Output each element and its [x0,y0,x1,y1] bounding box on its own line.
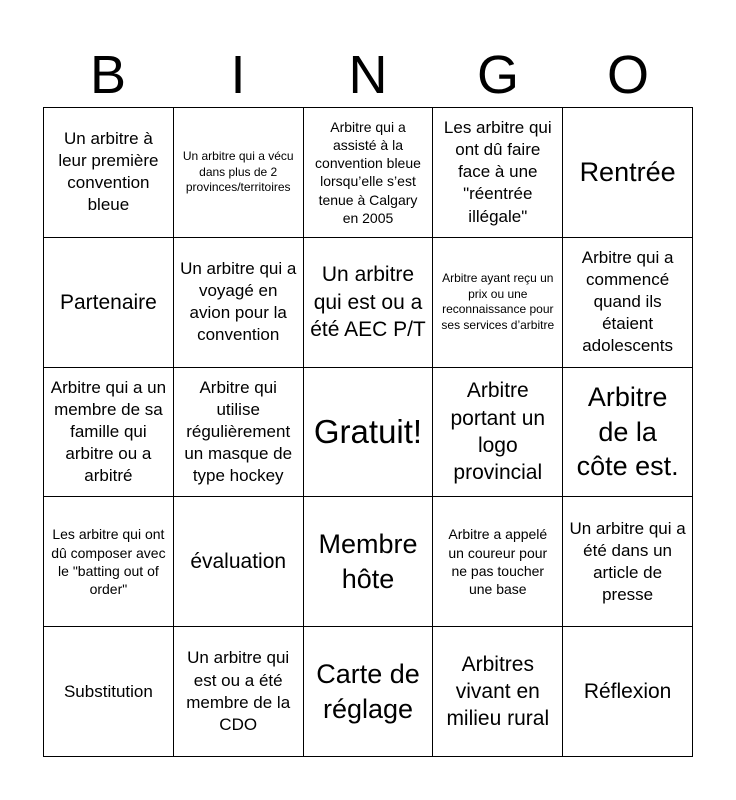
bingo-board [43,107,693,757]
bingo-cell-r4c3[interactable] [304,497,434,627]
cell-text: Arbitre ayant reçu un prix ou une reconnaissance pour ses services d’arbitre [441,271,555,332]
cell-text: Un arbitre qui est ou a été AEC P/T [310,263,426,341]
bingo-cell-r1c5[interactable] [563,108,693,238]
bingo-cell-r2c3[interactable] [304,238,434,368]
bingo-cell-r3c4[interactable] [433,368,563,498]
bingo-cell-r5c5[interactable] [563,627,693,757]
bingo-cell-r1c2[interactable] [174,108,304,238]
header-letter-b: B [89,45,127,105]
bingo-cell-r5c3[interactable] [304,627,434,757]
cell-text: Les arbitre qui ont dû composer avec le "batting out of order" [51,526,166,597]
bingo-cell-r3c5[interactable] [563,368,693,498]
cell-text: évaluation [190,550,287,574]
bingo-cell-r2c1[interactable] [44,238,174,368]
cell-text: Les arbitre qui ont dû faire face à une "réentrée illégale" [443,118,552,226]
header-letter-i: I [230,45,246,105]
bingo-cell-r2c4[interactable] [433,238,563,368]
cell-text: Gratuit! [313,413,423,451]
bingo-cell-r4c4[interactable] [433,497,563,627]
cell-text: Arbitres vivant en milieu rural [446,652,550,731]
bingo-cell-r5c1[interactable] [44,627,174,757]
bingo-cell-r4c5[interactable] [563,497,693,627]
header-letter-n: N [348,45,388,105]
bingo-cell-r1c3[interactable] [304,108,434,238]
cell-text: Arbitre qui a un membre de sa famille qui arbitre ou a arbitré [50,377,167,486]
bingo-cell-r5c4[interactable] [433,627,563,757]
bingo-cell-r3c3[interactable] [304,368,434,498]
cell-text: Arbitre qui a assisté à la convention bleue lorsqu’elle s’est tenue à Calgary en 2005 [315,118,421,226]
bingo-cell-r3c2[interactable] [174,368,304,498]
cell-text: Arbitre de la côte est. [576,382,679,482]
cell-text: Membre hôte [318,529,418,594]
cell-text: Arbitre portant un logo provincial [450,379,546,485]
cell-text: Un arbitre qui a été dans un article de presse [569,518,686,604]
header-letter-o: O [606,45,649,105]
cell-text: Arbitre a appelé un coureur pour ne pas toucher une base [448,526,548,597]
cell-text: Un arbitre qui a vécu dans plus de 2 provinces/territoires [182,149,294,195]
cell-text: Un arbitre à leur première convention bleue [58,129,159,215]
bingo-cell-r4c1[interactable] [44,497,174,627]
bingo-cell-r5c2[interactable] [174,627,304,757]
bingo-cell-r3c1[interactable] [44,368,174,498]
bingo-cell-r1c4[interactable] [433,108,563,238]
bingo-cell-r1c1[interactable] [44,108,174,238]
bingo-cell-r2c5[interactable] [563,238,693,368]
cell-text: Réflexion [583,679,672,703]
bingo-cell-r2c2[interactable] [174,238,304,368]
cell-text: Rentrée [579,157,676,188]
cell-text: Arbitre qui a commencé quand ils étaient adolescents [581,247,674,356]
cell-text: Arbitre qui utilise régulièrement un masque de type hockey [184,377,293,486]
cell-text: Un arbitre qui est ou a été membre de la CDO [186,648,291,734]
bingo-cell-r4c2[interactable] [174,497,304,627]
header-letter-g: G [476,45,519,105]
cell-text: Carte de réglage [316,659,420,724]
cell-text: Un arbitre qui a voyagé en avion pour la convention [180,259,297,345]
cell-text: Partenaire [59,290,157,314]
cell-text: Substitution [63,681,153,701]
bingo-header [43,42,693,108]
